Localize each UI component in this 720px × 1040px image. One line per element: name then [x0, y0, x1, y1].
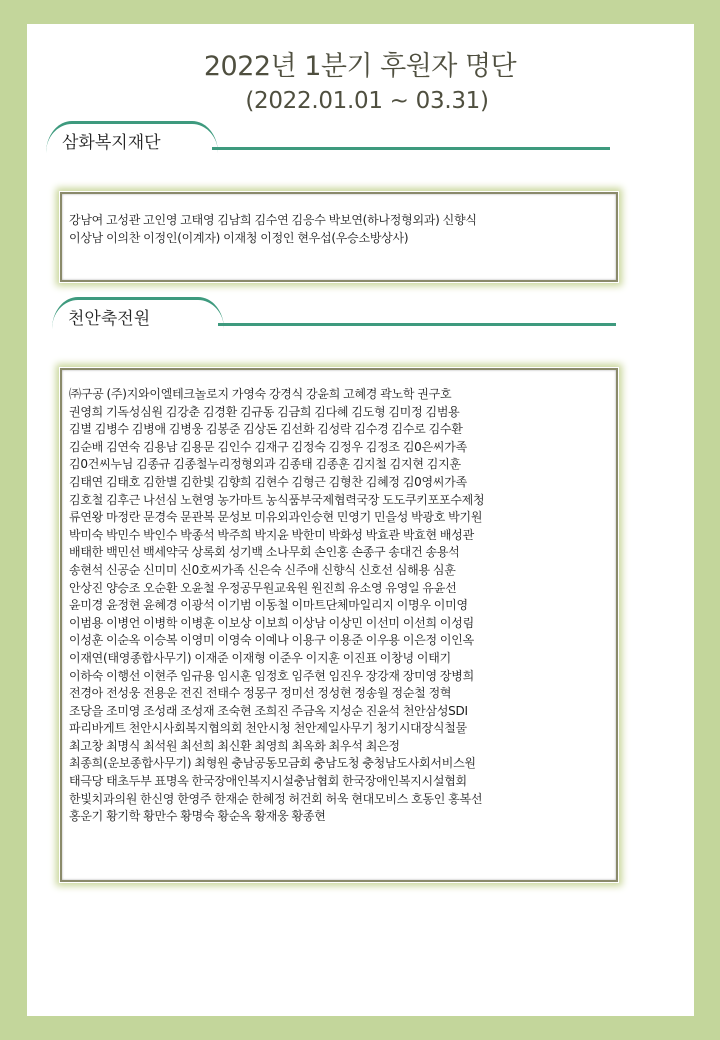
section-header-samhwa	[46, 121, 218, 156]
section-header-cheonan	[52, 297, 224, 332]
donor-list-samhwa: 강남여 고성관 고인영 고태영 김남희 김수연 김응수 박보연(하나정형외과) 신향식 이상남 이의찬 이정인(이계자) 이재청 이정인 현우섭(우승소방상사)	[69, 213, 477, 245]
section-divider-samhwa	[212, 147, 610, 150]
page-period: (2022.01.01 ~ 03.31)	[245, 88, 489, 114]
section-title-samhwa: 삼화복지재단	[62, 133, 161, 153]
page-title: 2022년 1분기 후원자 명단	[203, 51, 517, 82]
donor-list-cheonan: ㈜구공 (주)지와이엘테크놀로지 가영숙 강경식 강윤희 고혜경 곽노학 권구호 권영희 기독성심원 김강춘 김경환 김규동 김금희 김다혜 김도형 김미정 김범용 김별 김병수 김병애 김병웅 김봉준 김상돈 김선화 김성락 김수경 김수로 김수환 김순배 김연숙 김용남 김용문 김인수 김재구 김정숙 김정우 김정조 김0은씨가족 김0건씨누님 김종규 김종철누리정형외과 김종태 김종훈 김지철 김지현 김지훈 김태연 김태호 김한별 김한빛 김향희 김현수 김형근 김형찬 김혜정 김0영씨가족 김호철 김후근 나선심 노현영 농가마트 농식품부국제협력국장 도도쿠키포포수제청 류연왕 마정란 문경숙 문관복 문성보 미유외과인승현 민영기 민을성 박광호 박기원 박미숙 박민수 박인수 박종석 박주희 박지윤 박한미 박화성 박효관 박효현 배성관 배태한 백민선 백세약국 상록회 성기백 소나무회 손인홍 손종구 송대건 송용석 송현석 신공순 신미미 신0호씨가족 신은숙 신주애 신향식 신호선 심해용 심훈 안상진 양승조 오순환 오윤철 우정공무원교육원 원진희 유소영 유영일 유윤선 윤미경 윤정현 윤혜경 이광석 이기범 이동철 이마트단체마일리지 이명우 이미영 이범용 이병언 이병학 이병훈 이보상 이보희 이상남 이상민 이선미 이선희 이성림 이성훈 이순옥 이승복 이영미 이영숙 이예나 이용구 이용준 이우용 이은정 이인옥 이재연(태영종합사무기) 이재준 이재형 이준우 이지훈 이진표 이창녕 이태기 이하숙 이행선 이현주 임규용 임시훈 임정호 임주현 임진우 장강재 장미영 장병희 전경아 전성웅 전용운 전진 전태수 정몽구 정미선 정성현 정송월 정순철 정혁 조당을 조미영 조성래 조성재 조숙현 조희진 주금옥 지성순 진윤석 천안삼성SDI 파리바게트 천안시사회복지협의회 천안시청 천안제일사무기 청기시대장식철물 최고창 최명식 최석원 최선희 최신환 최영희 최옥화 최우석 최은정 최종희(운보종합사무기) 최형원 충남공동모금회 충남도청 충청남도사회서비스원 태극당 태초두부 표명옥 한국장애인복지시설충남협회 한국장애인복지시설협회 한빛치과의원 한신영 한영주 한재순 한혜정 허건회 허욱 현대모비스 호동인 홍복선 홍운기 황기학 황만수 황명숙 황순옥 황재웅 황종현	[69, 387, 485, 824]
section-title-cheonan: 천안축전원	[68, 309, 151, 329]
section-divider-cheonan	[218, 323, 616, 326]
